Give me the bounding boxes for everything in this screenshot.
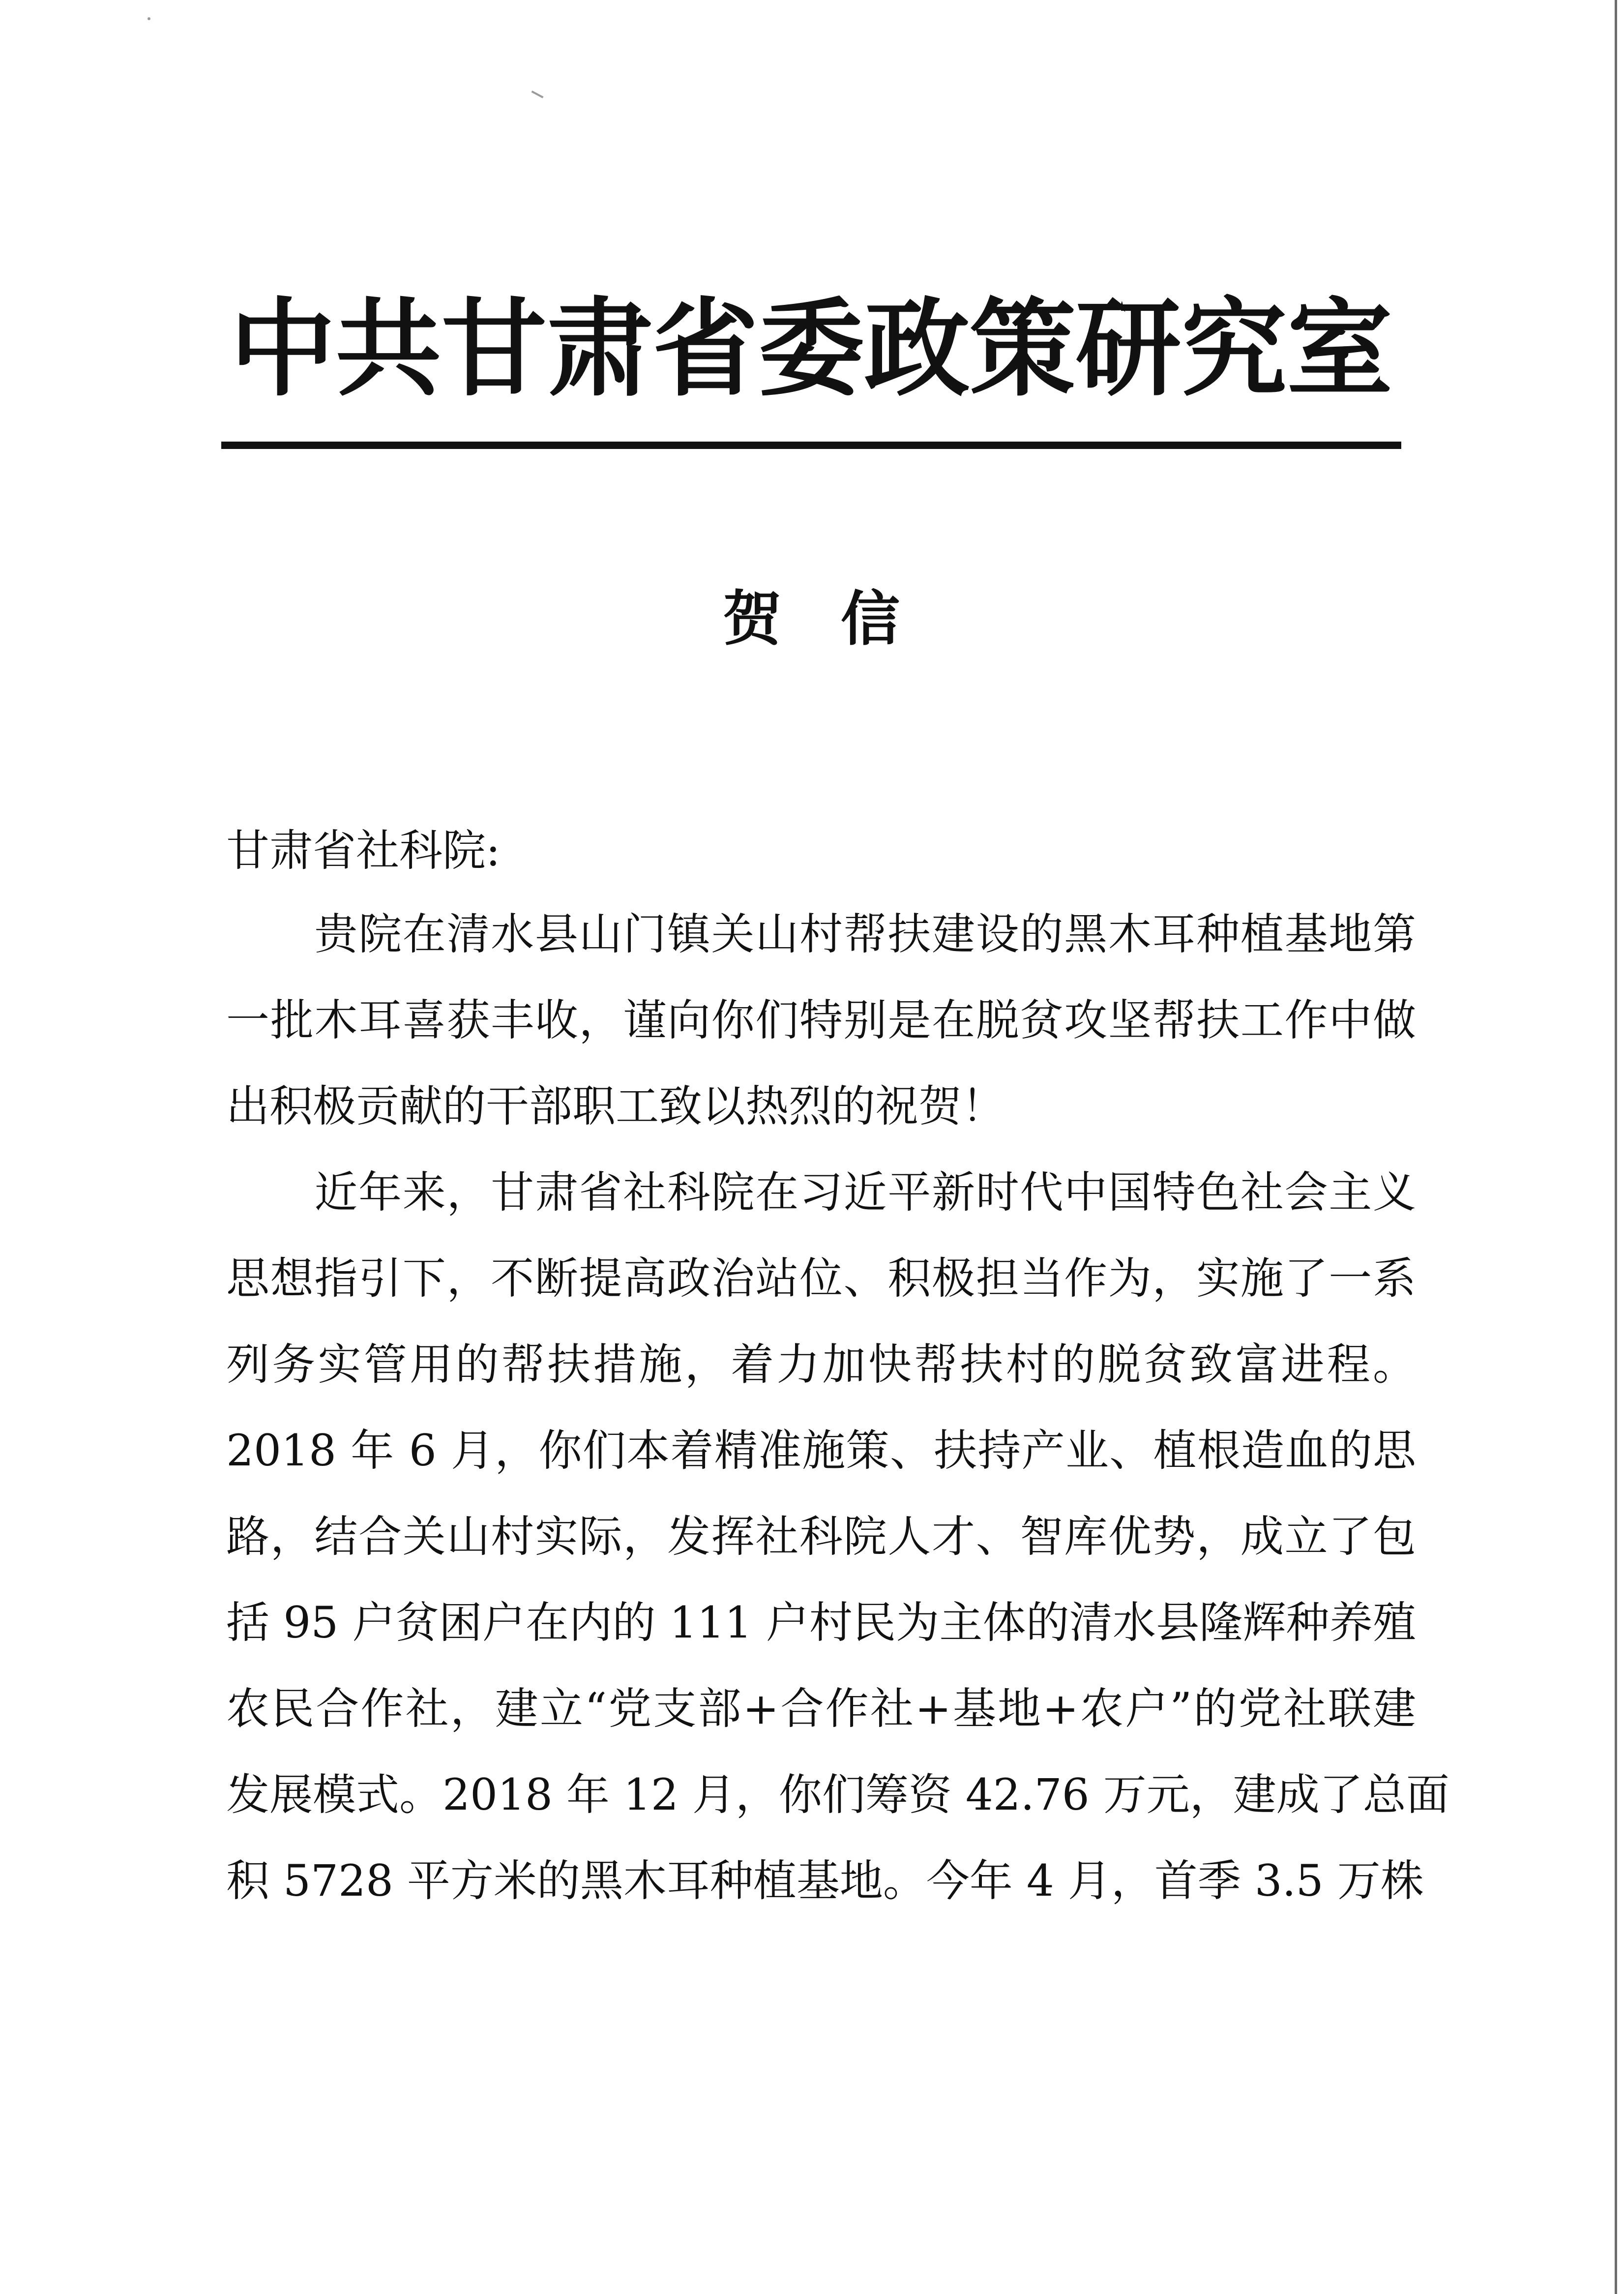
letter-line: 括 95 户贫困户在内的 111 户村民为主体的清水县隆辉种养殖: [226, 1597, 1416, 1648]
letter-line: 发展模式。2018 年 12 月，你们筹资 42.76 万元，建成了总面: [226, 1769, 1449, 1820]
letterhead-rule: [221, 442, 1401, 449]
letter-line: 近年来，甘肃省社科院在习近平新时代中国特色社会主义: [226, 1167, 1416, 1218]
scan-mark: [531, 90, 544, 98]
letter-line: 路，结合关山村实际，发挥社科院人才、智库优势，成立了包: [226, 1511, 1416, 1562]
letter-salutation: 甘肃省社科院:: [226, 825, 501, 876]
letter-line: 农民合作社，建立“党支部+合作社+基地+农户”的党社联建: [226, 1683, 1416, 1734]
scan-speck: [148, 17, 150, 20]
letter-line: 贵院在清水县山门镇关山村帮扶建设的黑木耳种植基地第: [226, 909, 1416, 959]
letter-line: 思想指引下，不断提高政治站位、积极担当作为，实施了一系: [226, 1253, 1416, 1304]
letter-line: 出积极贡献的干部职工致以热烈的祝贺！: [226, 1081, 1005, 1132]
letter-line: 积 5728 平方米的黑木耳种植基地。今年 4 月，首季 3.5 万株: [226, 1855, 1424, 1906]
scan-edge-line: [1615, 0, 1617, 2294]
letter-title: 贺信: [723, 585, 959, 654]
letter-line: 2018 年 6 月，你们本着精准施策、扶持产业、植根造血的思: [226, 1425, 1416, 1476]
letter-line: 一批木耳喜获丰收，谨向你们特别是在脱贫攻坚帮扶工作中做: [226, 995, 1416, 1045]
letterhead-organization: 中共甘肃省委政策研究室: [230, 287, 1393, 411]
letter-line: 列务实管用的帮扶措施，着力加快帮扶村的脱贫致富进程。: [226, 1339, 1416, 1390]
